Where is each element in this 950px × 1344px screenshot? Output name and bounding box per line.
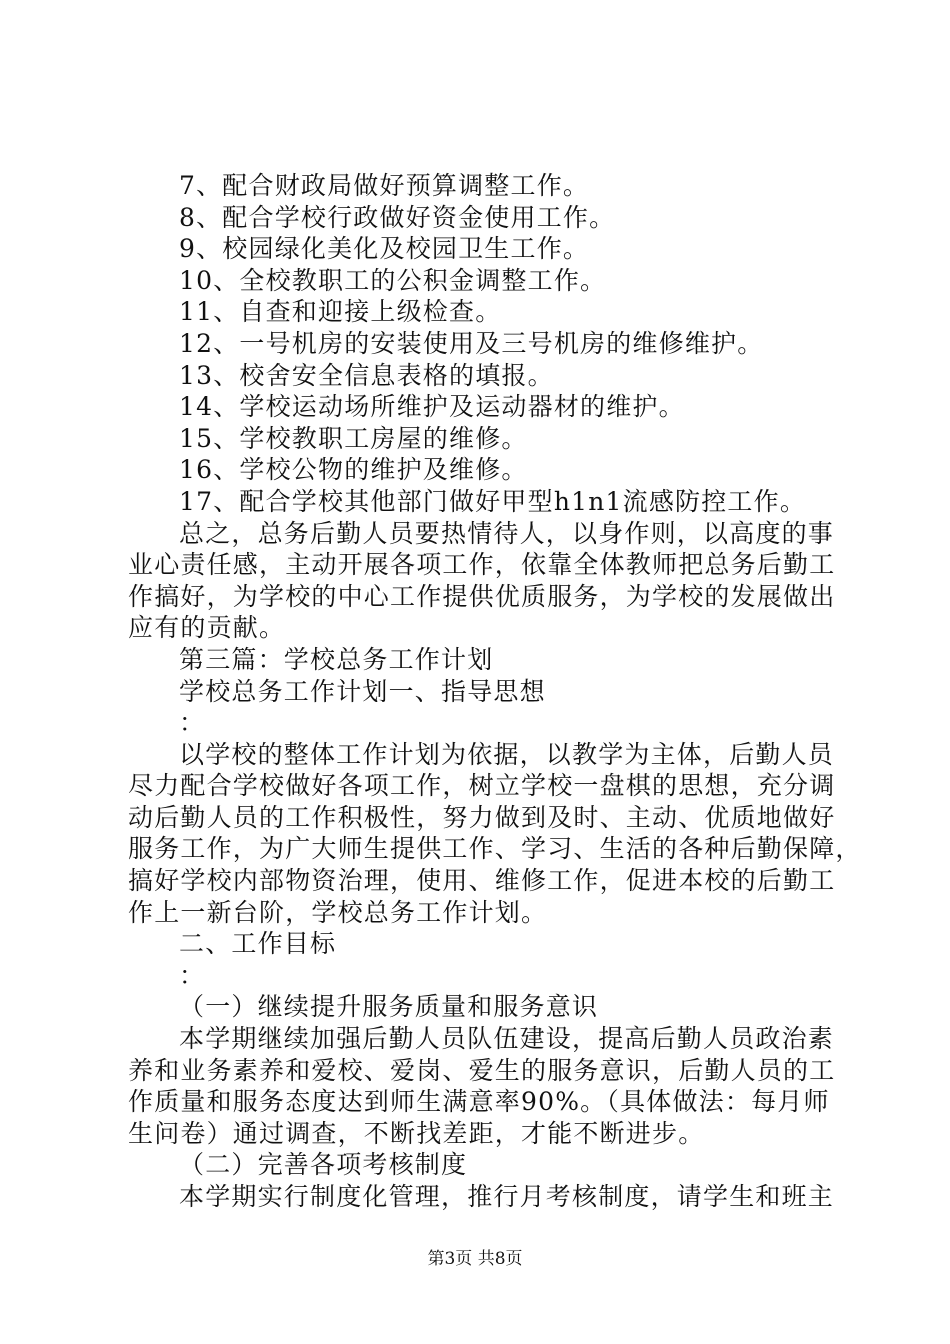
text-line: 10、全校教职工的公积金调整工作。 (179, 265, 607, 295)
text-line: 作搞好，为学校的中心工作提供优质服务，为学校的发展做出 (128, 581, 836, 611)
text-line: 13、校舍安全信息表格的填报。 (179, 360, 554, 390)
text-line: 14、学校运动场所维护及运动器材的维护。 (179, 392, 685, 422)
text-line: 动后勤人员的工作积极性，努力做到及时、主动、优质地做好 (128, 802, 836, 832)
text-line: 15、学校教职工房屋的维修。 (179, 423, 528, 453)
text-line: 应有的贡献。 (128, 613, 286, 643)
page-number-label: 第3页 共8页 (427, 1249, 523, 1269)
text-line: 作上一新台阶，学校总务工作计划。 (128, 897, 548, 927)
text-line: 以学校的整体工作计划为依据，以教学为主体，后勤人员 (179, 739, 835, 769)
text-line: 本学期继续加强后勤人员队伍建设，提高后勤人员政治素 (179, 1024, 835, 1054)
text-line: 业心责任感，主动开展各项工作，依靠全体教师把总务后勤工 (128, 550, 836, 580)
text-line: 服务工作，为广大师生提供工作、学习、生活的各种后勤保障， (128, 834, 862, 864)
section-heading: 第三篇：学校总务工作计划 (179, 644, 494, 674)
section-subheading: 二、工作目标 (179, 929, 337, 959)
text-line: 8、配合学校行政做好资金使用工作。 (179, 202, 616, 232)
text-line: 7、配合财政局做好预算调整工作。 (179, 171, 590, 200)
document-body (128, 170, 862, 1213)
text-line: 尽力配合学校做好各项工作，树立学校一盘棋的思想，充分调 (128, 771, 836, 801)
page-footer (0, 1244, 950, 1269)
text-line: 养和业务素养和爱校、爱岗、爱生的服务意识，后勤人员的工 (128, 1055, 836, 1085)
text-line: 16、学校公物的维护及维修。 (179, 455, 528, 485)
text-line: 作质量和服务态度达到师生满意率90%。（具体做法：每月师 (128, 1087, 830, 1117)
section-subheading: （二）完善各项考核制度 (179, 1150, 468, 1180)
text-line: 12、一号机房的安装使用及三号机房的维修维护。 (179, 328, 764, 358)
section-subheading: 学校总务工作计划一、指导思想 (179, 676, 546, 706)
text-line: 17、配合学校其他部门做好甲型h1n1流感防控工作。 (179, 486, 807, 516)
text-line: 本学期实行制度化管理，推行月考核制度，请学生和班主 (179, 1182, 835, 1211)
text-line: 生问卷）通过调查，不断找差距，才能不断进步。 (128, 1118, 705, 1148)
section-subheading: （一）继续提升服务质量和服务意识 (179, 992, 599, 1022)
text-line: 11、自查和迎接上级检查。 (179, 297, 502, 327)
text-line: 总之，总务后勤人员要热情待人，以身作则，以高度的事 (179, 518, 835, 548)
text-line: 9、校园绿化美化及校园卫生工作。 (179, 234, 590, 264)
text-line: 搞好学校内部物资治理，使用、维修工作，促进本校的后勤工 (128, 866, 836, 896)
text-line: ： (179, 960, 206, 990)
text-line: ： (179, 708, 206, 738)
